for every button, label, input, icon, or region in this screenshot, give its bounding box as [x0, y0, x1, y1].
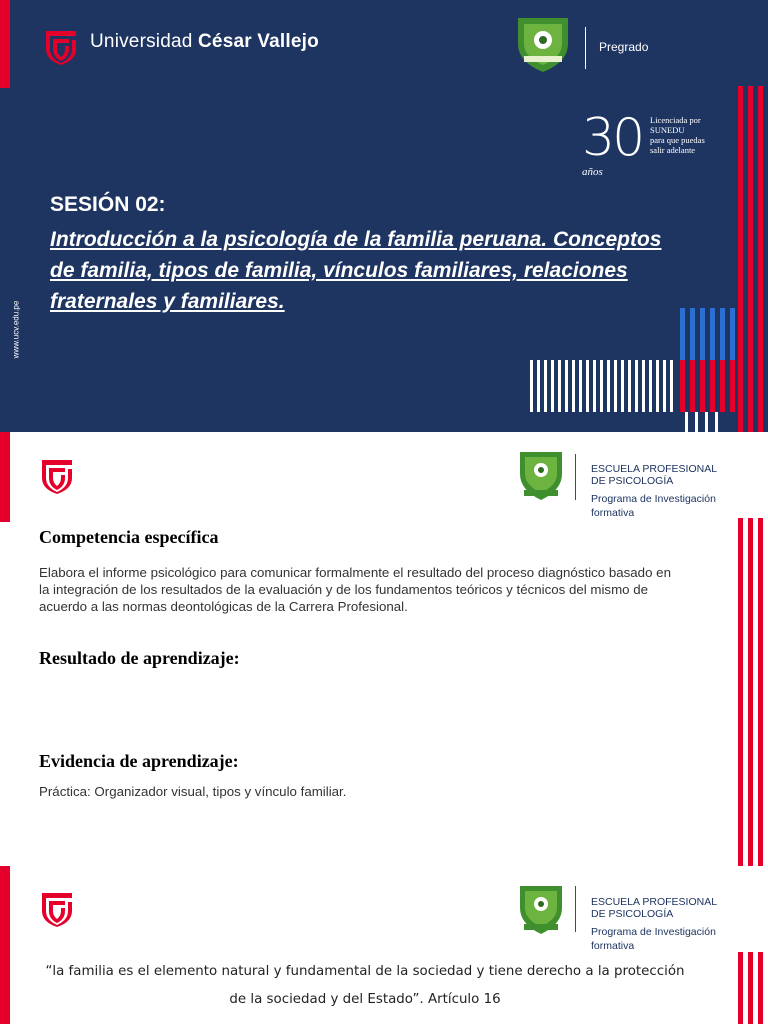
- header-divider: [575, 886, 576, 932]
- constitution-quote: “la familia es el elemento natural y fundamental de la sociedad y tiene derecho a la protección de la sociedad y del Estado”. Artículo 16: [45, 964, 685, 1007]
- accreditation-badge-icon: [518, 448, 564, 502]
- session-label: SESIÓN 02:: [50, 193, 166, 216]
- level-label: Pregrado: [599, 40, 649, 54]
- quote-slide: [0, 866, 768, 1024]
- accreditation-badge-icon: [518, 882, 564, 936]
- ucv-shield-logo-icon: [40, 891, 74, 927]
- decorative-stripes: [0, 0, 768, 432]
- decorative-stripes: [738, 952, 768, 1024]
- resultado-heading: Resultado de aprendizaje:: [39, 648, 240, 668]
- competencia-text: Elabora el informe psicológico para comunicar formalmente el resultado del proceso diagnóstico basado en la integración de los resultados de la evaluación y de los fundamentos teóricos y técnicos del mismo de acuerdo a las normas deontológicas de la Carrera Profesional.: [39, 565, 671, 614]
- header-divider: [575, 454, 576, 500]
- university-name: Universidad César Vallejo: [90, 31, 319, 52]
- competencia-heading: Competencia específica: [39, 527, 219, 547]
- anniversary-number: 30: [582, 108, 643, 168]
- evidencia-heading: Evidencia de aprendizaje:: [39, 751, 239, 771]
- red-edge-bar: [0, 432, 10, 522]
- school-title: ESCUELA PROFESIONAL DE PSICOLOGÍA: [591, 896, 718, 920]
- competency-slide: [0, 432, 768, 866]
- red-edge-bar: [0, 866, 10, 1024]
- website-url: www.ucv.edu.pe: [11, 300, 21, 359]
- title-slide: [0, 0, 768, 432]
- school-title: ESCUELA PROFESIONAL DE PSICOLOGÍA: [591, 463, 718, 487]
- ucv-shield-logo-icon: [40, 458, 74, 494]
- evidencia-text: Práctica: Organizador visual, tipos y vínculo familiar.: [39, 784, 347, 799]
- program-label: Programa de Investigación formativa: [591, 926, 716, 952]
- program-label: Programa de Investigación formativa: [591, 493, 716, 519]
- sunedu-license-text: Licenciada por SUNEDU para que puedas salir adelante: [650, 115, 705, 155]
- session-title: Introducción a la psicología de la familia peruana. Conceptos de familia, tipos de familia, vínculos familiares, relaciones fraternales y familiares.: [50, 228, 662, 313]
- decorative-stripes: [738, 518, 768, 866]
- anniversary-unit: años: [582, 166, 603, 178]
